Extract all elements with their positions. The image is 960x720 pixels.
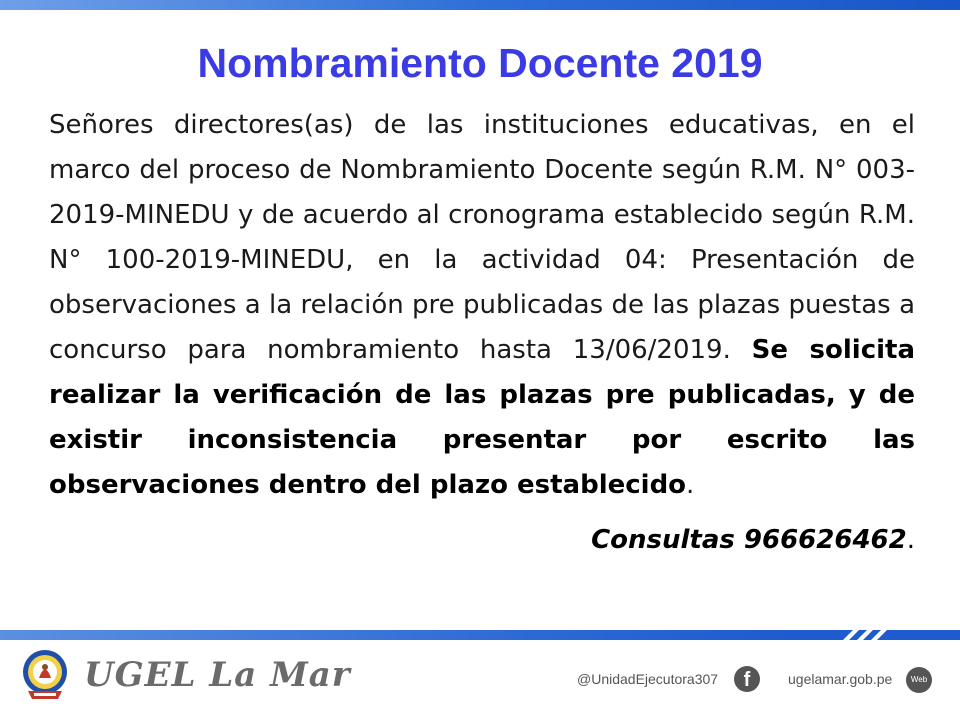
ugel-seal-icon (22, 645, 68, 707)
top-accent-bar (0, 0, 960, 10)
facebook-icon[interactable]: f (734, 666, 760, 692)
paragraph-end-punctuation: . (686, 470, 695, 500)
paragraph-regular-text: Señores directores(as) de las instituciones educativas, en el marco del proceso de Nombramiento Docente según R.M. N° 003-2019-MINEDU y de acuerdo al cronograma establecido según R.M. N° 100-2019-MINEDU, en la actividad 04: Presentación de observaciones a la relación pre publicadas de las plazas puestas a concurso para nombramiento hasta 13/06/2019. (49, 110, 915, 365)
announcement-body (49, 103, 915, 563)
consultas-line (49, 518, 915, 563)
ugel-brand-name: UGEL La Mar (84, 655, 351, 695)
page-title: Nombramiento Docente 2019 (197, 40, 763, 86)
consultas-end-punctuation: . (906, 525, 915, 555)
website-link[interactable]: ugelamar.gob.pe (788, 671, 893, 687)
web-icon[interactable]: Web (906, 667, 932, 693)
footer-stripe (0, 630, 960, 640)
consultas-phone: Consultas 966626462 (591, 525, 907, 555)
social-handle[interactable]: @UnidadEjecutora307 (577, 671, 719, 687)
paragraph-bold-text: Se solicita realizar la verificación de las plazas pre publicadas, y de existir inconsistencia presentar por escrito las observaciones dentro del plazo establecido (49, 335, 916, 500)
announcement-paragraph (49, 103, 915, 508)
